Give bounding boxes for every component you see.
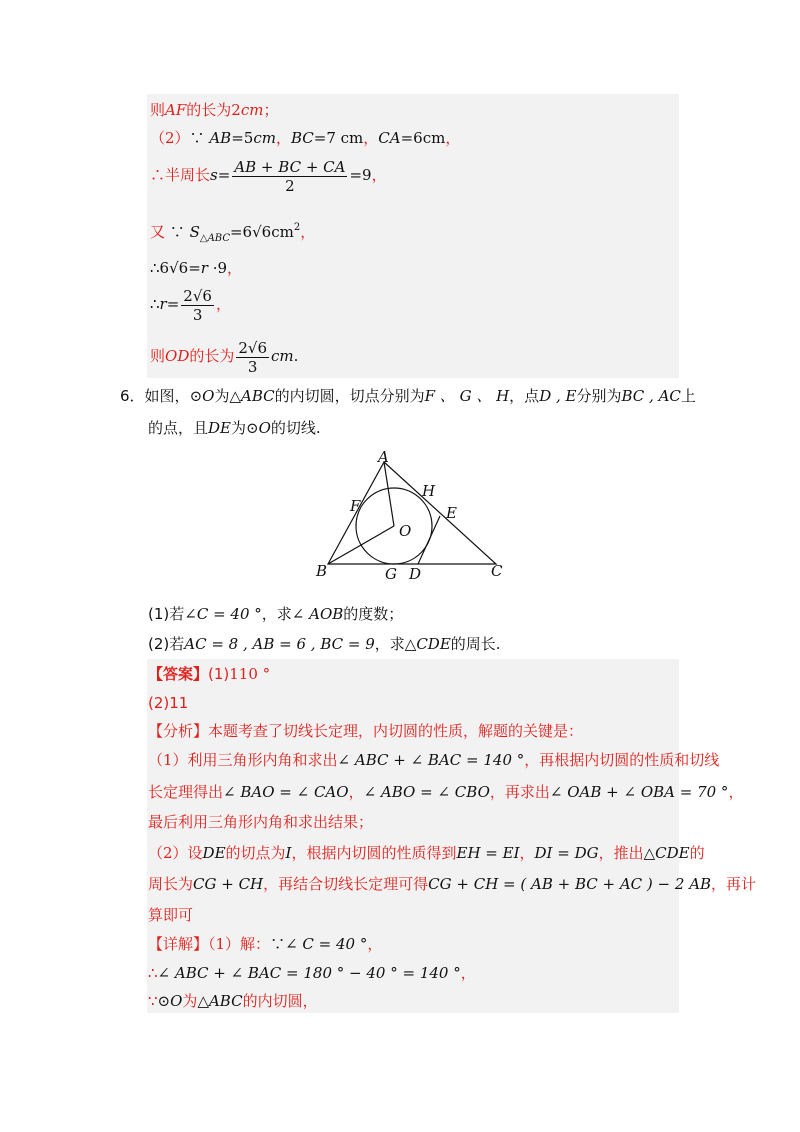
label-o: O (399, 522, 412, 540)
analysis-line-6: 周长为CG + CH，再结合切线长定理可得CG + CH = ( AB + BC + AC ) − 2 AB，再计 (148, 875, 757, 893)
analysis-line-1: 【分析】本题考查了切线长定理，内切圆的性质，解题的关键是： (148, 722, 584, 740)
label-b: B (316, 562, 328, 580)
label-a: A (378, 448, 389, 466)
analysis-line-3: 长定理得出∠ BAO = ∠ CAO，∠ ABO = ∠ CBO，再求出∠ OAB + ∠ OBA = 70 °， (148, 783, 744, 801)
segment-ao (384, 462, 394, 526)
sol-line-equation: ∴6√6=r ·9， (150, 259, 243, 277)
sol-line-given: （2）∵ AB=5cm，BC=7 cm，CA=6cm， (150, 129, 461, 147)
sol-line-od: 则OD的长为 $\frac{2√6}{3}$ cm. (150, 338, 299, 376)
label-e: E (446, 504, 457, 522)
analysis-line-5: （2）设DE的切点为I，根据内切圆的性质得到EH = EI，DI = DG，推出△CDE的 (148, 844, 705, 862)
incircle-figure (312, 448, 512, 588)
sol-line-af: 则AF的长为2cm； (150, 101, 279, 119)
question-line-2: 的点，且DE为⊙O的切线. (148, 419, 321, 437)
answer-line-1: 【答案】(1)110 ° (148, 665, 271, 683)
answer-line-2: (2)11 (148, 694, 189, 712)
analysis-line-7: 算即可 (148, 906, 194, 924)
detail-line-2: ∴∠ ABC + ∠ BAC = 180 ° − 40 ° = 140 °， (148, 964, 476, 982)
question-sub-1: (1)若∠C = 40 °，求∠ AOB的度数； (148, 605, 404, 623)
detail-line-1: 【详解】（1）解：∵∠ C = 40 °， (148, 935, 383, 953)
sol-line-area: 又 ∵ $S_{\triangle ABC}=6√6cm^2$， (150, 222, 316, 244)
label-d: D (409, 565, 422, 583)
label-c: C (491, 562, 503, 580)
sol-line-r: ∴r= $\frac{2√6}{3}$ ， (150, 286, 231, 324)
label-h: H (422, 482, 436, 500)
label-f: F (350, 497, 361, 515)
label-g: G (385, 565, 397, 583)
analysis-line-4: 最后利用三角形内角和求出结果； (148, 813, 374, 831)
question-sub-2: (2)若AC = 8 , AB = 6 , BC = 9，求△CDE的周长. (148, 635, 501, 653)
answer-block (147, 659, 679, 1013)
tangent-de (418, 516, 440, 564)
detail-line-3: ∵⊙O为△ABC的内切圆， (148, 992, 318, 1010)
question-line-1: 6．如图，⊙O为△ABC的内切圆，切点分别为F 、 G 、 H，点D , E分别为BC , AC上 (120, 387, 696, 405)
sol-line-semiperimeter: ∴半周长s= $\frac{AB + BC + CA}{2}$ =9， (150, 157, 387, 195)
analysis-line-2: （1）利用三角形内角和求出∠ ABC + ∠ BAC = 140 °，再根据内切圆的性质和切线 (148, 751, 720, 769)
